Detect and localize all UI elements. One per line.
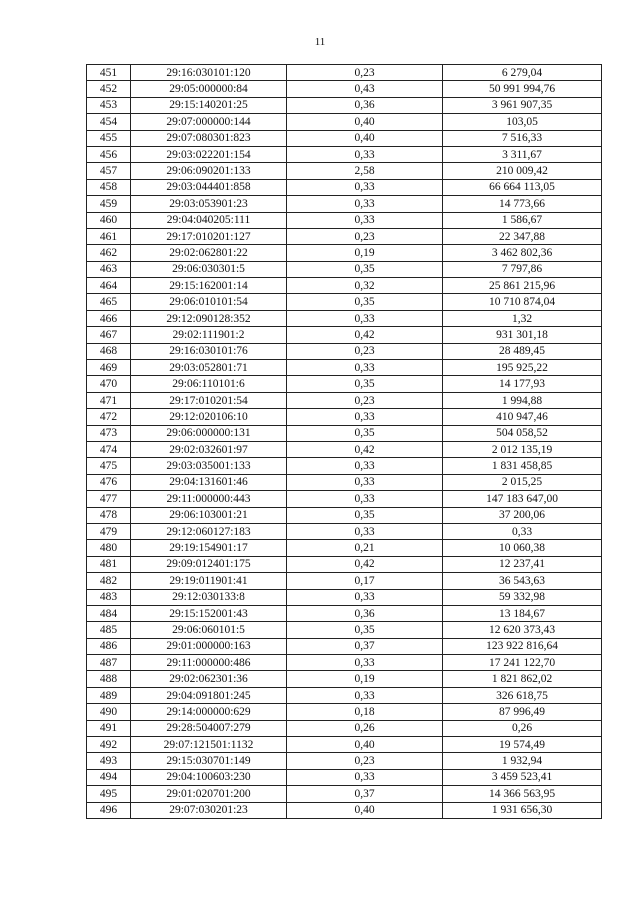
value-cell: 59 332,98 (443, 589, 602, 605)
value-cell: 3 961 907,35 (443, 97, 602, 113)
coefficient-cell: 0,33 (287, 589, 443, 605)
value-cell: 22 347,88 (443, 228, 602, 244)
cadastral-number-cell: 29:06:103001:21 (131, 507, 287, 523)
value-cell: 3 462 802,36 (443, 245, 602, 261)
cadastral-number-cell: 29:04:131601:46 (131, 474, 287, 490)
value-cell: 0,33 (443, 523, 602, 539)
table-row (87, 655, 602, 671)
coefficient-cell: 0,23 (287, 65, 443, 81)
cadastral-number-cell: 29:28:504007:279 (131, 720, 287, 736)
cadastral-number-cell: 29:03:053901:23 (131, 196, 287, 212)
value-cell: 7 797,86 (443, 261, 602, 277)
table-row (87, 441, 602, 457)
row-number-cell: 496 (87, 802, 131, 818)
coefficient-cell: 0,35 (287, 425, 443, 441)
coefficient-cell: 0,35 (287, 507, 443, 523)
coefficient-cell: 0,32 (287, 278, 443, 294)
coefficient-cell: 0,33 (287, 360, 443, 376)
coefficient-cell: 0,42 (287, 327, 443, 343)
cadastral-number-cell: 29:01:020701:200 (131, 786, 287, 802)
cadastral-number-cell: 29:04:100603:230 (131, 769, 287, 785)
cadastral-number-cell: 29:06:030301:5 (131, 261, 287, 277)
table-row (87, 474, 602, 490)
coefficient-cell: 0,37 (287, 638, 443, 654)
value-cell: 1 932,94 (443, 753, 602, 769)
table-row (87, 507, 602, 523)
row-number-cell: 481 (87, 556, 131, 572)
table-row (87, 802, 602, 818)
coefficient-cell: 0,42 (287, 441, 443, 457)
cadastral-value-table (86, 64, 602, 819)
row-number-cell: 459 (87, 196, 131, 212)
row-number-cell: 452 (87, 81, 131, 97)
coefficient-cell: 0,33 (287, 769, 443, 785)
row-number-cell: 475 (87, 458, 131, 474)
cadastral-number-cell: 29:15:152001:43 (131, 605, 287, 621)
cadastral-number-cell: 29:02:062801:22 (131, 245, 287, 261)
value-cell: 0,26 (443, 720, 602, 736)
coefficient-cell: 0,33 (287, 409, 443, 425)
cadastral-number-cell: 29:04:091801:245 (131, 687, 287, 703)
row-number-cell: 488 (87, 671, 131, 687)
coefficient-cell: 0,35 (287, 622, 443, 638)
row-number-cell: 462 (87, 245, 131, 261)
coefficient-cell: 0,33 (287, 310, 443, 326)
coefficient-cell: 0,40 (287, 802, 443, 818)
value-cell: 13 184,67 (443, 605, 602, 621)
table-row (87, 491, 602, 507)
table-row (87, 786, 602, 802)
table-row (87, 196, 602, 212)
table-row (87, 425, 602, 441)
cadastral-number-cell: 29:06:090201:133 (131, 163, 287, 179)
coefficient-cell: 2,58 (287, 163, 443, 179)
table-row (87, 409, 602, 425)
value-cell: 3 459 523,41 (443, 769, 602, 785)
row-number-cell: 490 (87, 704, 131, 720)
table-row (87, 687, 602, 703)
row-number-cell: 484 (87, 605, 131, 621)
row-number-cell: 458 (87, 179, 131, 195)
value-cell: 103,05 (443, 114, 602, 130)
value-cell: 14 773,66 (443, 196, 602, 212)
value-cell: 14 177,93 (443, 376, 602, 392)
row-number-cell: 489 (87, 687, 131, 703)
cadastral-number-cell: 29:12:030133:8 (131, 589, 287, 605)
value-cell: 1 994,88 (443, 392, 602, 408)
cadastral-number-cell: 29:06:000000:131 (131, 425, 287, 441)
coefficient-cell: 0,17 (287, 573, 443, 589)
value-cell: 87 996,49 (443, 704, 602, 720)
table-row (87, 605, 602, 621)
cadastral-number-cell: 29:03:022201:154 (131, 146, 287, 162)
cadastral-number-cell: 29:03:052801:71 (131, 360, 287, 376)
value-cell: 1 931 656,30 (443, 802, 602, 818)
table-row (87, 704, 602, 720)
table-row (87, 310, 602, 326)
table-row (87, 737, 602, 753)
coefficient-cell: 0,33 (287, 196, 443, 212)
table-row (87, 228, 602, 244)
row-number-cell: 486 (87, 638, 131, 654)
cadastral-number-cell: 29:02:111901:2 (131, 327, 287, 343)
coefficient-cell: 0,21 (287, 540, 443, 556)
coefficient-cell: 0,23 (287, 753, 443, 769)
cadastral-number-cell: 29:16:030101:76 (131, 343, 287, 359)
cadastral-number-cell: 29:11:000000:443 (131, 491, 287, 507)
row-number-cell: 456 (87, 146, 131, 162)
table-row (87, 294, 602, 310)
table-row (87, 589, 602, 605)
cadastral-number-cell: 29:07:000000:144 (131, 114, 287, 130)
row-number-cell: 485 (87, 622, 131, 638)
table-body (87, 65, 602, 819)
table-row (87, 720, 602, 736)
row-number-cell: 470 (87, 376, 131, 392)
table-row (87, 523, 602, 539)
table-row (87, 163, 602, 179)
coefficient-cell: 0,23 (287, 228, 443, 244)
page-number: 11 (314, 36, 326, 48)
coefficient-cell: 0,33 (287, 146, 443, 162)
coefficient-cell: 0,19 (287, 671, 443, 687)
value-cell: 326 618,75 (443, 687, 602, 703)
coefficient-cell: 0,26 (287, 720, 443, 736)
cadastral-number-cell: 29:05:000000:84 (131, 81, 287, 97)
cadastral-number-cell: 29:15:030701:149 (131, 753, 287, 769)
value-cell: 7 516,33 (443, 130, 602, 146)
coefficient-cell: 0,33 (287, 523, 443, 539)
value-cell: 6 279,04 (443, 65, 602, 81)
coefficient-cell: 0,23 (287, 392, 443, 408)
table-row (87, 81, 602, 97)
value-cell: 19 574,49 (443, 737, 602, 753)
table-row (87, 392, 602, 408)
coefficient-cell: 0,35 (287, 376, 443, 392)
table-row (87, 278, 602, 294)
row-number-cell: 472 (87, 409, 131, 425)
cadastral-number-cell: 29:19:154901:17 (131, 540, 287, 556)
table-row (87, 458, 602, 474)
coefficient-cell: 0,23 (287, 343, 443, 359)
cadastral-number-cell: 29:17:010201:54 (131, 392, 287, 408)
cadastral-number-cell: 29:19:011901:41 (131, 573, 287, 589)
coefficient-cell: 0,33 (287, 655, 443, 671)
table-row (87, 327, 602, 343)
value-cell: 66 664 113,05 (443, 179, 602, 195)
table-row (87, 65, 602, 81)
table-row (87, 97, 602, 113)
value-cell: 195 925,22 (443, 360, 602, 376)
row-number-cell: 480 (87, 540, 131, 556)
row-number-cell: 478 (87, 507, 131, 523)
row-number-cell: 476 (87, 474, 131, 490)
row-number-cell: 464 (87, 278, 131, 294)
value-cell: 25 861 215,96 (443, 278, 602, 294)
row-number-cell: 491 (87, 720, 131, 736)
coefficient-cell: 0,40 (287, 114, 443, 130)
coefficient-cell: 0,33 (287, 491, 443, 507)
value-cell: 123 922 816,64 (443, 638, 602, 654)
cadastral-number-cell: 29:03:035001:133 (131, 458, 287, 474)
cadastral-number-cell: 29:12:090128:352 (131, 310, 287, 326)
coefficient-cell: 0,33 (287, 687, 443, 703)
value-cell: 931 301,18 (443, 327, 602, 343)
coefficient-cell: 0,42 (287, 556, 443, 572)
row-number-cell: 479 (87, 523, 131, 539)
value-cell: 14 366 563,95 (443, 786, 602, 802)
row-number-cell: 468 (87, 343, 131, 359)
coefficient-cell: 0,33 (287, 179, 443, 195)
table-row (87, 638, 602, 654)
row-number-cell: 466 (87, 310, 131, 326)
row-number-cell: 474 (87, 441, 131, 457)
row-number-cell: 477 (87, 491, 131, 507)
coefficient-cell: 0,36 (287, 605, 443, 621)
row-number-cell: 494 (87, 769, 131, 785)
row-number-cell: 467 (87, 327, 131, 343)
coefficient-cell: 0,35 (287, 261, 443, 277)
table-row (87, 769, 602, 785)
row-number-cell: 451 (87, 65, 131, 81)
row-number-cell: 457 (87, 163, 131, 179)
value-cell: 37 200,06 (443, 507, 602, 523)
row-number-cell: 454 (87, 114, 131, 130)
coefficient-cell: 0,40 (287, 737, 443, 753)
table-row (87, 753, 602, 769)
table-row (87, 360, 602, 376)
row-number-cell: 492 (87, 737, 131, 753)
coefficient-cell: 0,18 (287, 704, 443, 720)
cadastral-number-cell: 29:11:000000:486 (131, 655, 287, 671)
cadastral-number-cell: 29:02:062301:36 (131, 671, 287, 687)
row-number-cell: 453 (87, 97, 131, 113)
value-cell: 3 311,67 (443, 146, 602, 162)
table-row (87, 261, 602, 277)
row-number-cell: 483 (87, 589, 131, 605)
table-row (87, 179, 602, 195)
value-cell: 504 058,52 (443, 425, 602, 441)
row-number-cell: 493 (87, 753, 131, 769)
value-cell: 10 060,38 (443, 540, 602, 556)
table-row (87, 343, 602, 359)
cadastral-number-cell: 29:15:162001:14 (131, 278, 287, 294)
value-cell: 50 991 994,76 (443, 81, 602, 97)
table-row (87, 622, 602, 638)
row-number-cell: 455 (87, 130, 131, 146)
value-cell: 12 237,41 (443, 556, 602, 572)
coefficient-cell: 0,37 (287, 786, 443, 802)
cadastral-number-cell: 29:01:000000:163 (131, 638, 287, 654)
cadastral-number-cell: 29:06:060101:5 (131, 622, 287, 638)
coefficient-cell: 0,33 (287, 458, 443, 474)
value-cell: 28 489,45 (443, 343, 602, 359)
row-number-cell: 469 (87, 360, 131, 376)
row-number-cell: 461 (87, 228, 131, 244)
cadastral-number-cell: 29:07:121501:1132 (131, 737, 287, 753)
table-row (87, 245, 602, 261)
value-cell: 2 015,25 (443, 474, 602, 490)
cadastral-number-cell: 29:16:030101:120 (131, 65, 287, 81)
cadastral-number-cell: 29:02:032601:97 (131, 441, 287, 457)
coefficient-cell: 0,33 (287, 474, 443, 490)
table-row (87, 540, 602, 556)
cadastral-number-cell: 29:07:030201:23 (131, 802, 287, 818)
cadastral-number-cell: 29:12:060127:183 (131, 523, 287, 539)
value-cell: 1 821 862,02 (443, 671, 602, 687)
table-row (87, 212, 602, 228)
cadastral-number-cell: 29:12:020106:10 (131, 409, 287, 425)
value-cell: 1 586,67 (443, 212, 602, 228)
value-cell: 36 543,63 (443, 573, 602, 589)
row-number-cell: 482 (87, 573, 131, 589)
table-row (87, 376, 602, 392)
row-number-cell: 465 (87, 294, 131, 310)
value-cell: 12 620 373,43 (443, 622, 602, 638)
cadastral-number-cell: 29:06:010101:54 (131, 294, 287, 310)
coefficient-cell: 0,19 (287, 245, 443, 261)
table-row (87, 671, 602, 687)
coefficient-cell: 0,35 (287, 294, 443, 310)
row-number-cell: 463 (87, 261, 131, 277)
cadastral-number-cell: 29:06:110101:6 (131, 376, 287, 392)
table-row (87, 114, 602, 130)
row-number-cell: 487 (87, 655, 131, 671)
row-number-cell: 471 (87, 392, 131, 408)
cadastral-number-cell: 29:15:140201:25 (131, 97, 287, 113)
value-cell: 210 009,42 (443, 163, 602, 179)
row-number-cell: 495 (87, 786, 131, 802)
coefficient-cell: 0,40 (287, 130, 443, 146)
value-cell: 1 831 458,85 (443, 458, 602, 474)
cadastral-number-cell: 29:03:044401:858 (131, 179, 287, 195)
table-row (87, 130, 602, 146)
coefficient-cell: 0,43 (287, 81, 443, 97)
value-cell: 10 710 874,04 (443, 294, 602, 310)
cadastral-number-cell: 29:07:080301:823 (131, 130, 287, 146)
cadastral-number-cell: 29:17:010201:127 (131, 228, 287, 244)
cadastral-number-cell: 29:14:000000:629 (131, 704, 287, 720)
row-number-cell: 473 (87, 425, 131, 441)
cadastral-number-cell: 29:04:040205:111 (131, 212, 287, 228)
cadastral-number-cell: 29:09:012401:175 (131, 556, 287, 572)
row-number-cell: 460 (87, 212, 131, 228)
value-cell: 1,32 (443, 310, 602, 326)
value-cell: 17 241 122,70 (443, 655, 602, 671)
coefficient-cell: 0,33 (287, 212, 443, 228)
value-cell: 2 012 135,19 (443, 441, 602, 457)
coefficient-cell: 0,36 (287, 97, 443, 113)
table-row (87, 573, 602, 589)
table-row (87, 556, 602, 572)
value-cell: 147 183 647,00 (443, 491, 602, 507)
table-row (87, 146, 602, 162)
value-cell: 410 947,46 (443, 409, 602, 425)
